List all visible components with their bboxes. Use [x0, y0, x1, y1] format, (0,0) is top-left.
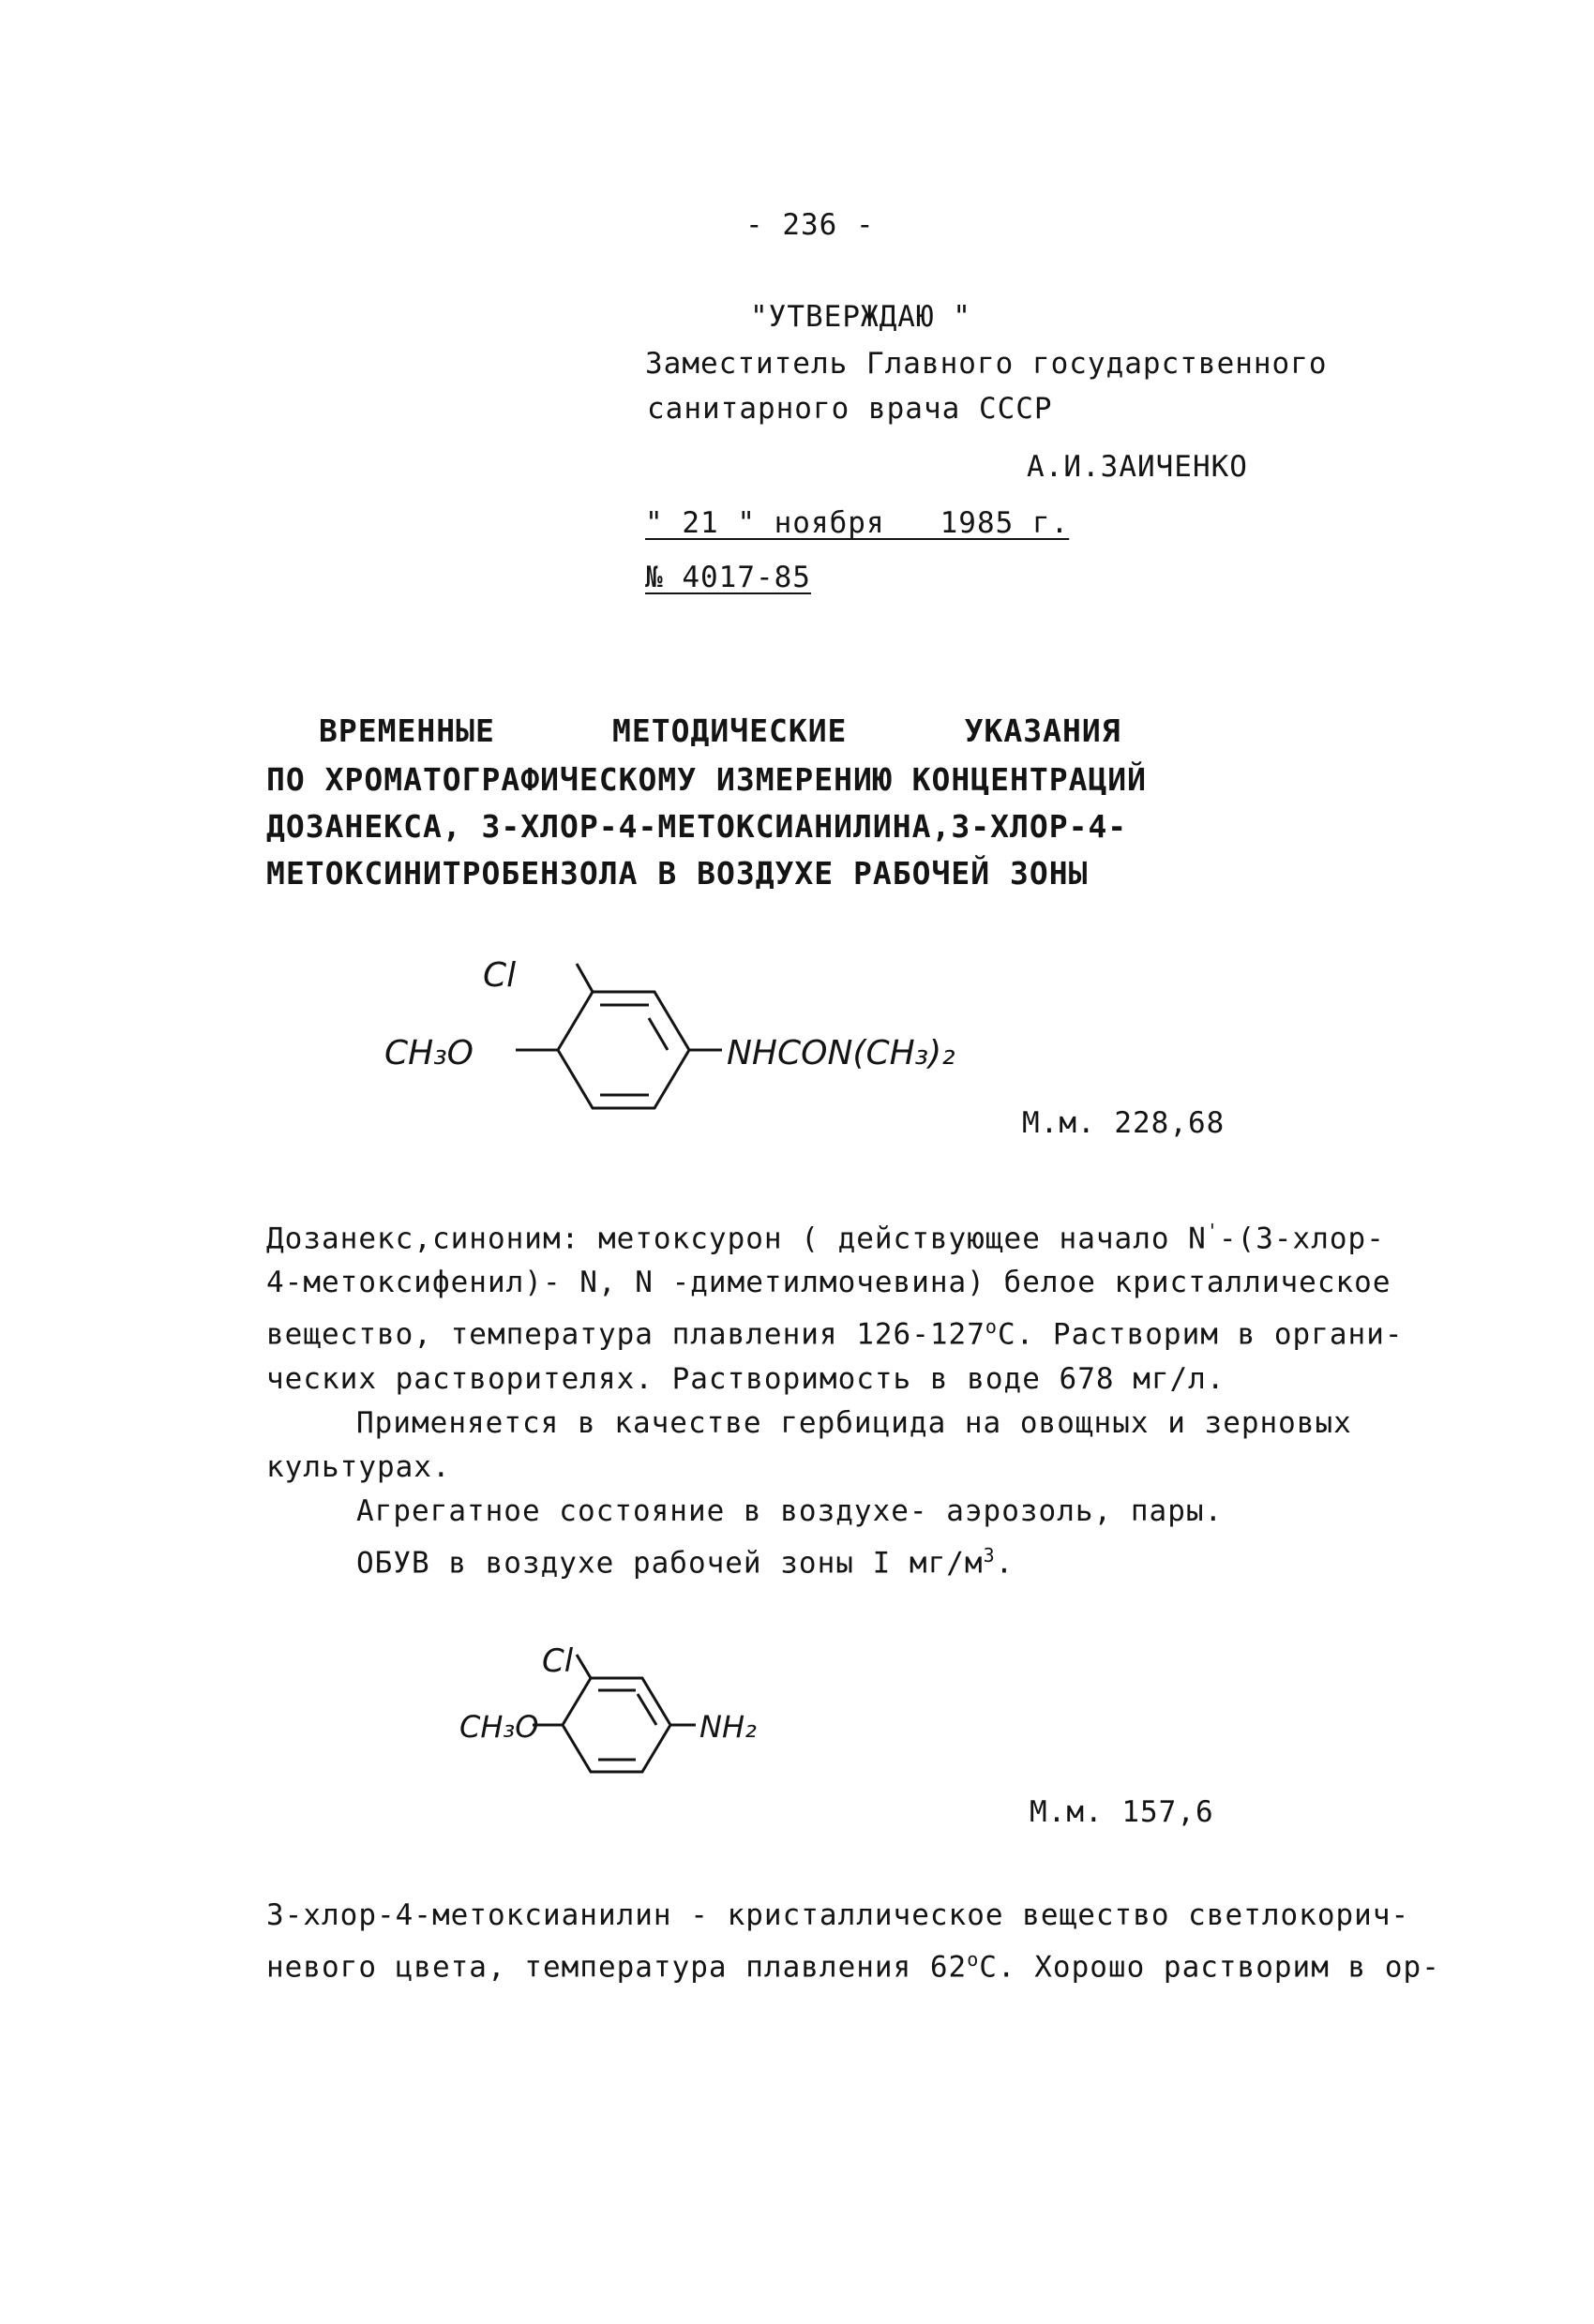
- p1-line3-sup: о: [985, 1315, 998, 1339]
- title-line1: ВРЕМЕННЫЕ МЕТОДИЧЕСКИЕ УКАЗАНИЯ: [319, 712, 1121, 749]
- approval-position-line2: санитарного врача СССР: [647, 392, 1053, 426]
- approval-stamp: "УТВЕРЖДАЮ ": [750, 300, 971, 334]
- p5-line2-sup: о: [967, 1948, 980, 1971]
- p4-end: .: [995, 1545, 1015, 1580]
- p1-line3-b: С. Растворим в органи-: [997, 1317, 1404, 1352]
- p2-line2: культурах.: [266, 1449, 451, 1484]
- title-line2: ПО ХРОМАТОГРАФИЧЕСКОМУ ИЗМЕРЕНИЮ КОНЦЕНТРАЦИЙ: [266, 761, 1148, 798]
- p4-text: ОБУВ в воздухе рабочей зоны I мг/м: [356, 1545, 984, 1580]
- structure1-cl: Cl: [483, 956, 517, 995]
- benzene-ring-1: [516, 964, 722, 1108]
- p4-sup: 3: [983, 1543, 996, 1567]
- p1-line1-sup: ': [1206, 1220, 1219, 1242]
- p1-line3-a: вещество, температура плавления 126-127: [266, 1317, 985, 1352]
- structure2-cl: Cl: [542, 1642, 574, 1680]
- structure1-right-group: NHCON(CH₃)₂: [727, 1034, 955, 1072]
- structure2-right-group: NH₂: [699, 1709, 757, 1745]
- p3-line1: Агрегатное состояние в воздухе- аэрозоль, пары.: [356, 1493, 1224, 1528]
- p2-line1: Применяется в качестве гербицида на овощных и зерновых: [356, 1405, 1352, 1440]
- title-line4: МЕТОКСИНИТРОБЕНЗОЛА В ВОЗДУХЕ РАБОЧЕЙ ЗОНЫ: [266, 855, 1089, 892]
- paragraph-aniline-description: [266, 1894, 1440, 1989]
- structure1-left-group: CH₃O: [384, 1034, 474, 1072]
- approval-number: № 4017-85: [645, 561, 811, 594]
- structure2-left-group: CH₃O: [459, 1709, 539, 1745]
- paragraph-dosanex-description: [266, 1209, 1404, 1585]
- approval-signatory: А.И.ЗАИЧЕНКО: [1027, 450, 1248, 484]
- p1-line1-b: -(3-хлор-: [1218, 1222, 1385, 1256]
- p5-line1: 3-хлор-4-метоксианилин - кристаллическое вещество светлокорич-: [266, 1898, 1410, 1932]
- title-line3: ДОЗАНЕКСА, 3-ХЛОР-4-МЕТОКСИАНИЛИНА,3-ХЛОР-4-: [266, 808, 1128, 845]
- p1-line2: 4-метоксифенил)- N, N -диметилмочевина) белое кристаллическое: [266, 1266, 1391, 1300]
- approval-date: " 21 " ноября 1985 г.: [645, 506, 1070, 540]
- structure-chloromethoxyaniline: [450, 1636, 825, 1795]
- structure1-molar-mass: М.м. 228,68: [1022, 1106, 1226, 1140]
- p1-line1-a: Дозанекс,синоним: метоксурон ( действующее начало N: [266, 1222, 1207, 1256]
- p5-line2-b: С. Хорошо растворим в ор-: [979, 1950, 1440, 1985]
- approval-position-line1: Заместитель Главного государственного: [645, 347, 1328, 381]
- p1-line4: ческих растворителях. Растворимость в воде 678 мг/л.: [266, 1361, 1226, 1396]
- p5-line2-a: невого цвета, температура плавления 62: [266, 1950, 968, 1985]
- page-number: - 236 -: [745, 208, 875, 242]
- structure2-molar-mass: М.м. 157,6: [1030, 1795, 1214, 1829]
- structure-dosanex: [375, 947, 955, 1134]
